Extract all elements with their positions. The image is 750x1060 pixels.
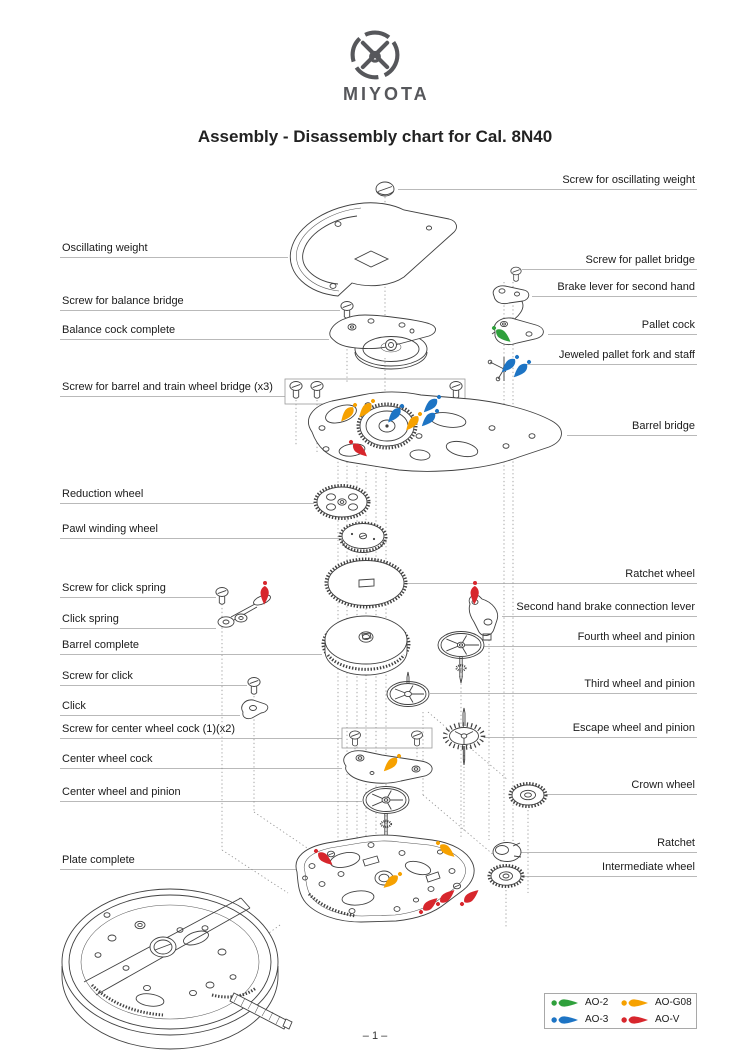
reduction-wheel-drawing: [315, 486, 369, 519]
part-label: Escape wheel and pinion: [572, 722, 695, 734]
leader-line: [60, 685, 247, 686]
legend-item: [551, 997, 621, 1008]
oil-arrow-red: [470, 581, 479, 605]
oil-arrow-orange: [381, 752, 403, 774]
barrel-bridge-drawing: [309, 392, 562, 471]
oil-arrow-orange: [403, 410, 424, 433]
part-label: Screw for center wheel cock (1)(x2): [62, 723, 235, 735]
oil-legend-icon: [621, 998, 651, 1008]
part-label: Screw for click spring: [62, 582, 166, 594]
leader-line: [60, 257, 288, 258]
leader-line: [60, 339, 329, 340]
leader-line: [548, 334, 697, 335]
leader-line: [430, 693, 697, 694]
part-label: Crown wheel: [631, 779, 695, 791]
page-number: – 1 –: [362, 1030, 388, 1042]
oil-arrow-green: [490, 324, 513, 345]
brake-lever-drawing: [492, 286, 529, 334]
leader-line: [398, 189, 697, 190]
legend-label: AO-V: [655, 1014, 680, 1025]
oil-arrow-red: [458, 887, 481, 908]
part-label: Third wheel and pinion: [584, 678, 695, 690]
leader-line: [60, 801, 362, 802]
oil-arrow-red: [347, 438, 370, 460]
leader-line: [60, 503, 314, 504]
third-wheel-drawing: [387, 672, 429, 707]
legend-item: [621, 1014, 701, 1025]
oil-legend: [544, 993, 697, 1029]
oil-legend-icon: [621, 1015, 651, 1025]
leader-line: [521, 852, 697, 853]
oil-arrow-red: [312, 847, 335, 868]
part-label: Click spring: [62, 613, 119, 625]
oil-arrow-orange: [338, 401, 359, 424]
part-label: Intermediate wheel: [602, 861, 695, 873]
oil-arrow-blue: [385, 402, 406, 425]
part-label: Screw for click: [62, 670, 133, 682]
part-label: Screw for oscillating weight: [562, 174, 695, 186]
legend-item: [551, 1014, 621, 1025]
oil-arrow-blue: [419, 407, 441, 429]
screw-balance-bridge-drawing: [341, 302, 353, 319]
part-label: Center wheel and pinion: [62, 786, 181, 798]
part-label: Click: [62, 700, 86, 712]
plate-complete-drawing: [296, 835, 474, 922]
leader-line: [532, 296, 697, 297]
oil-arrow-blue: [499, 353, 521, 375]
pawl-winding-wheel-drawing: [340, 523, 386, 553]
screw-click-drawing: [248, 678, 260, 695]
intermediate-wheel-drawing: [489, 866, 523, 887]
leader-line: [522, 269, 697, 270]
barrel-complete-drawing: [323, 616, 409, 675]
part-label: Pallet cock: [641, 319, 695, 331]
ratchet-drawing: [493, 843, 521, 862]
brand-name: MIYOTA: [343, 84, 430, 104]
oil-arrow-orange: [381, 870, 404, 891]
oil-legend-icon: [551, 1015, 581, 1025]
escape-wheel-drawing: [445, 708, 483, 765]
part-label: Oscillating weight: [62, 242, 148, 254]
leader-line: [502, 616, 697, 617]
leader-line: [60, 738, 342, 739]
pallet-cock-drawing: [494, 318, 543, 345]
oil-arrow-orange: [434, 839, 457, 860]
brake-connection-lever-drawing: [469, 595, 497, 640]
center-wheel-drawing: [363, 787, 409, 847]
leader-line: [524, 364, 697, 365]
part-label: Screw for barrel and train wheel bridge (x3): [62, 381, 273, 393]
crown-wheel-drawing: [510, 784, 546, 807]
brand-logo: [343, 26, 430, 104]
leader-line: [484, 737, 697, 738]
part-label: Jeweled pallet fork and staff: [558, 349, 695, 361]
oil-legend-icon: [551, 998, 581, 1008]
click-spring-group-drawing: [216, 588, 272, 628]
assembled-movement-drawing: [62, 889, 292, 1049]
leader-line: [60, 396, 285, 397]
click-drawing: [242, 700, 268, 719]
legend-label: AO-2: [585, 997, 609, 1008]
screw-oscillating-weight-drawing: [376, 182, 394, 196]
part-label: Pawl winding wheel: [62, 523, 158, 535]
oil-arrow-red: [417, 895, 440, 916]
leader-line: [60, 715, 240, 716]
part-label: Second hand brake connection lever: [516, 601, 695, 613]
leader-line: [60, 310, 340, 311]
oscillating-weight-drawing: [290, 203, 456, 296]
leader-line: [523, 876, 697, 877]
leader-line: [60, 538, 340, 539]
screw-pallet-bridge-drawing: [511, 267, 521, 281]
part-label: Ratchet wheel: [625, 568, 695, 580]
leader-line: [60, 597, 216, 598]
leader-line: [546, 794, 697, 795]
part-label: Brake lever for second hand: [557, 281, 695, 293]
bridge-screws-drawing: [285, 379, 465, 404]
leader-line: [484, 646, 697, 647]
legend-item: [621, 997, 701, 1008]
part-label: Center wheel cock: [62, 753, 153, 765]
center-wheel-cock-drawing: [344, 751, 432, 784]
part-label: Fourth wheel and pinion: [577, 631, 695, 643]
legend-label: AO-3: [585, 1014, 609, 1025]
leader-line: [60, 654, 322, 655]
leader-line: [60, 628, 216, 629]
part-label: Barrel bridge: [632, 420, 695, 432]
pallet-fork-drawing: [488, 357, 513, 381]
leader-line: [60, 768, 342, 769]
oil-arrow-blue: [511, 358, 533, 380]
part-label: Screw for pallet bridge: [585, 254, 695, 266]
part-label: Reduction wheel: [62, 488, 144, 500]
ratchet-wheel-drawing: [326, 559, 406, 607]
oil-arrow-red: [260, 581, 269, 605]
part-label: Screw for balance bridge: [62, 295, 184, 307]
part-label: Barrel complete: [62, 639, 140, 651]
leader-line: [567, 435, 697, 436]
leader-line: [60, 869, 296, 870]
leader-line: [406, 583, 697, 584]
balance-cock-drawing: [330, 315, 436, 369]
legend-label: AO-G08: [655, 997, 692, 1008]
center-cock-screws-drawing: [342, 728, 432, 748]
oil-arrow-blue: [421, 393, 443, 415]
oil-arrow-red: [434, 887, 457, 908]
part-label: Balance cock complete: [62, 324, 176, 336]
oil-arrows: [260, 324, 533, 917]
part-label: Ratchet: [657, 837, 695, 849]
part-label: Plate complete: [62, 854, 135, 866]
fourth-wheel-drawing: [438, 632, 484, 684]
miyota-logo-icon: [347, 26, 403, 82]
page-title: Assembly - Disassembly chart for Cal. 8N40: [197, 127, 553, 146]
oil-arrow-orange: [356, 397, 377, 420]
